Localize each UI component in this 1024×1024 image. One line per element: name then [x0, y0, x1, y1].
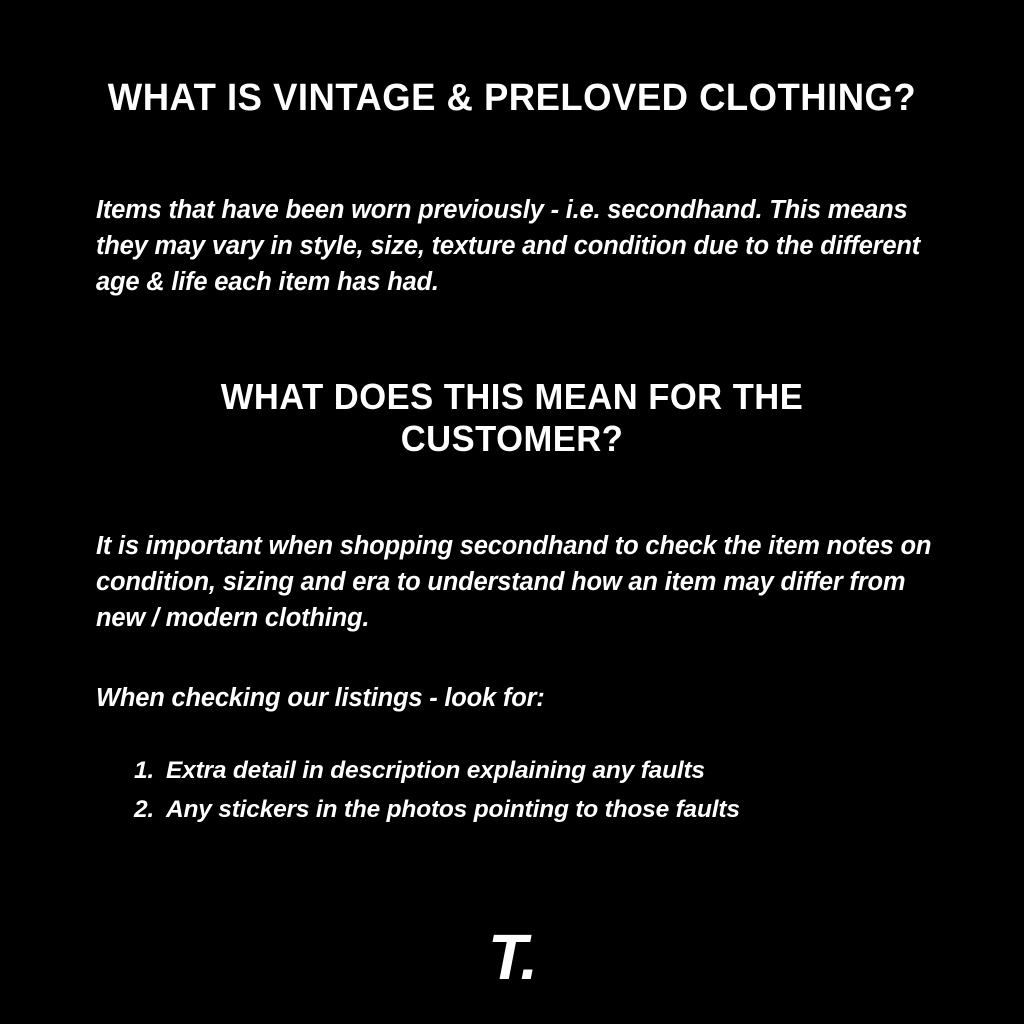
intro-paragraph: Items that have been worn previously - i.e. secondhand. This means they may vary in style, size, texture and condition due to the different age & life each item has had. — [96, 196, 920, 297]
customer-paragraph: It is important when shopping secondhand to check the item notes on condition, sizing and era to understand how an item may differ from new / modern clothing. — [96, 532, 932, 633]
logo-wordmark: T. — [487, 921, 537, 993]
section-title-customer: WHAT DOES THIS MEAN FOR THE CUSTOMER? — [220, 376, 804, 460]
brand-logo — [0, 921, 1024, 993]
page-title: WHAT IS VINTAGE & PRELOVED CLOTHING? — [107, 77, 917, 119]
list-item: Any stickers in the photos pointing to those faults — [166, 795, 740, 823]
list-item: Extra detail in description explaining any faults — [166, 757, 705, 784]
listings-lead-in: When checking our listings - look for: — [96, 684, 545, 712]
faults-list — [120, 752, 940, 829]
